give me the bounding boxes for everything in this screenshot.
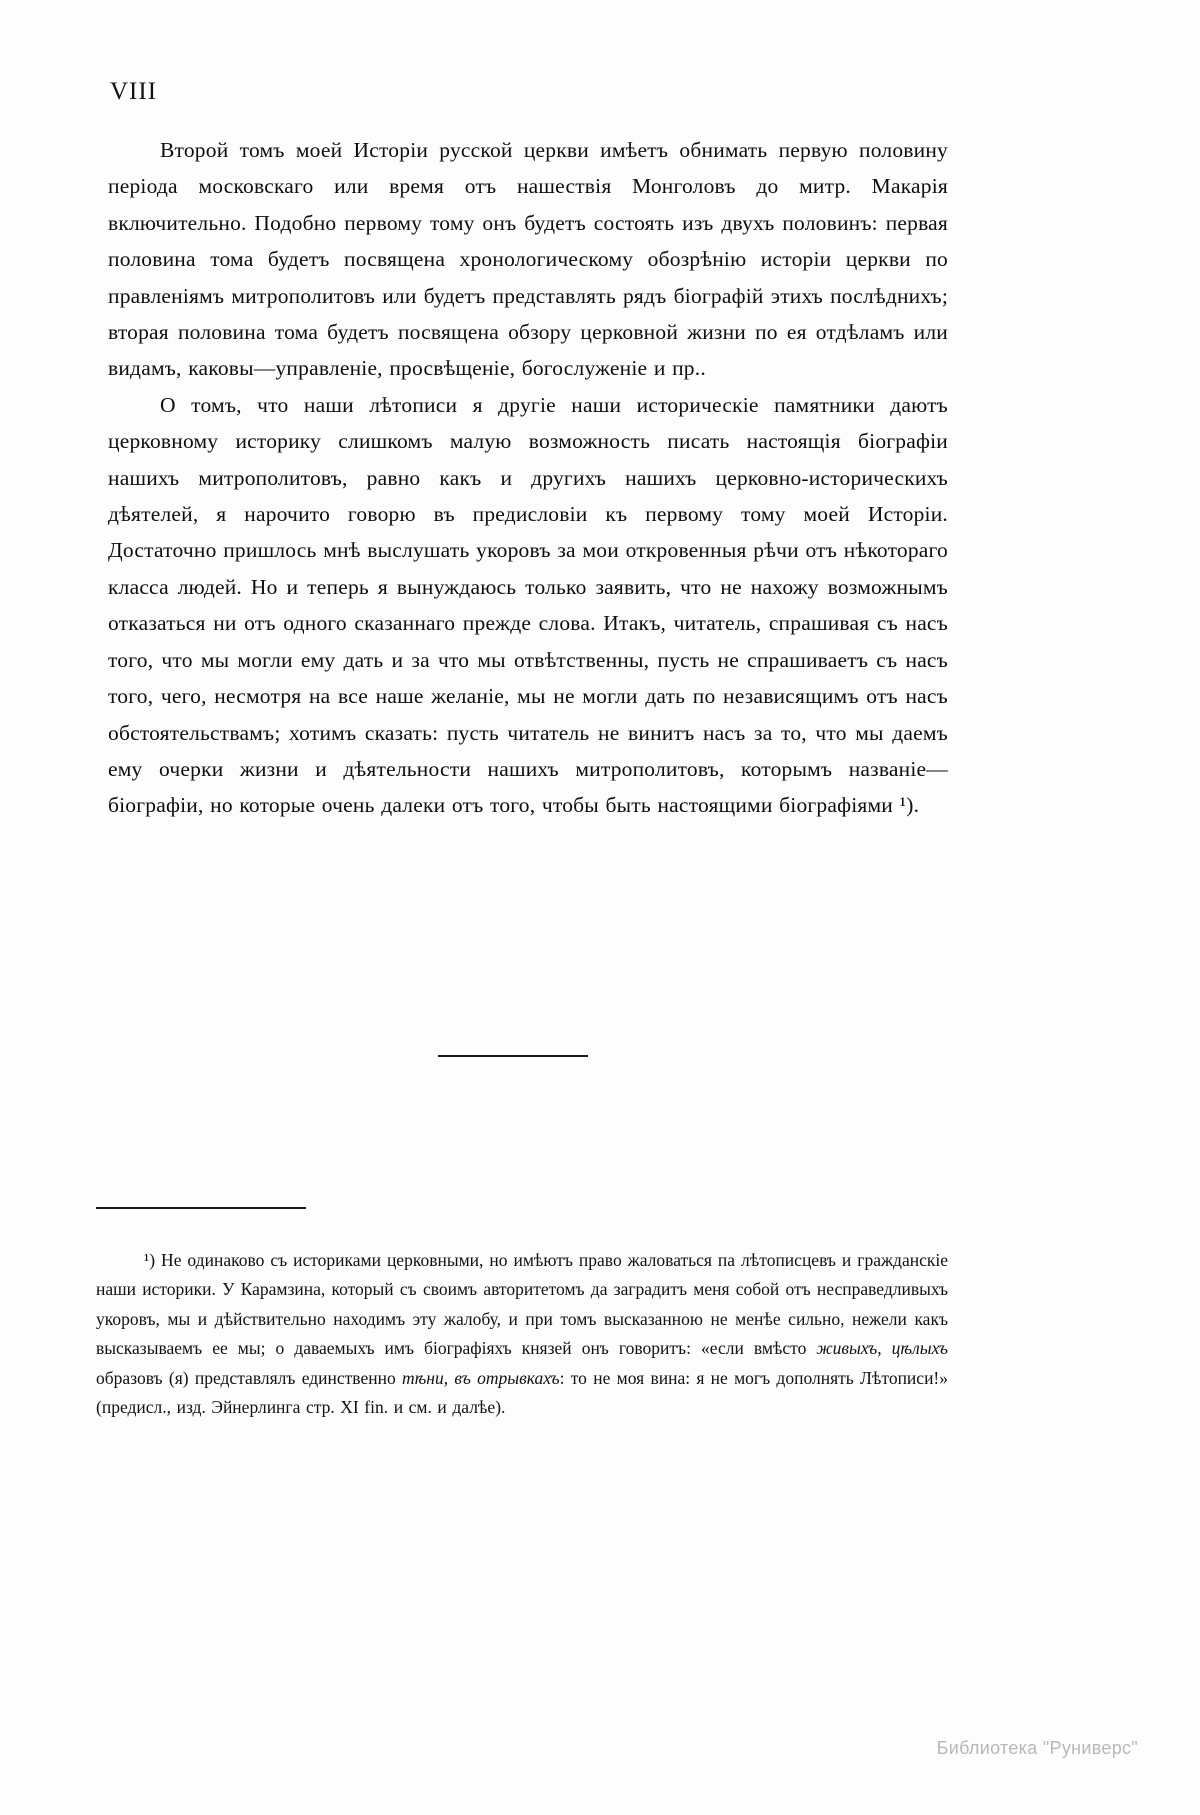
footnote-text xyxy=(96,1246,948,1423)
page-number: VIII xyxy=(110,78,158,105)
section-divider-rule xyxy=(438,1055,588,1057)
footnote-marker: ¹) xyxy=(144,1249,156,1270)
footnote-block xyxy=(96,1228,948,1440)
footnote-italic-2: тѣни, въ отрывкахъ xyxy=(401,1367,560,1388)
library-watermark: Библиотека "Руниверс" xyxy=(936,1738,1138,1758)
footnote-separator-rule xyxy=(96,1207,306,1209)
paragraph-2: О томъ, что наши лѣтописи я другіе наши историческіе памятники даютъ церковному историку слишкомъ малую возможность писать настоящія біографіи нашихъ митрополитовъ, равно какъ и другихъ нашихъ церковно-историческихъ дѣятелей, я нарочито говорю въ предисловіи къ первому тому моей Исторіи. Достаточно пришлось мнѣ выслушать укоровъ за мои откровенныя рѣчи отъ нѣкотораго класса людей. Но и теперь я вынуждаюсь только заявить, что не нахожу возможнымъ отказаться ни отъ одного сказаннаго прежде слова. Итакъ, читатель, спрашивая съ насъ того, что мы могли ему дать и за что мы отвѣтственны, пусть не спрашиваетъ съ насъ того, чего, несмотря на все наше желаніе, мы не могли дать по независящимъ отъ насъ обстоятельствамъ; хотимъ сказать: пусть читатель не винитъ насъ за то, что мы даемъ ему очерки жизни и дѣятельности нашихъ митрополитовъ, которымъ названіе—біографіи, но которые очень далеки отъ того, чтобы быть настоящими біографіями ¹). xyxy=(108,392,948,818)
footnote-text-part-2: образовъ (я) представлялъ единственно xyxy=(96,1367,402,1388)
body-text xyxy=(108,132,948,824)
footnote-text-part-1: Не одинаково съ историками церковными, но имѣютъ право жаловаться па лѣтописцевъ и гражданскіе наши историки. У Карамзина, который съ своимъ авторитетомъ да заградитъ меня собой отъ несправедливыхъ укоровъ, мы и дѣйствительно находимъ эту жалобу, и при томъ высказанною не менѣе сильно, нежели какъ высказываемъ ее мы; о даваемыхъ имъ біографіяхъ князей онъ говоритъ: «если вмѣсто xyxy=(96,1249,948,1358)
footnote-text-part-3: : то не моя вина: я не могъ дополнять Лѣтописи!» (предисл., изд. Эйнерлинга стр. XI fin. и см. и далѣе). xyxy=(96,1367,949,1417)
paragraph-1: Второй томъ моей Исторіи русской церкви имѣетъ обнимать первую половину періода московскаго или время отъ нашествія Монголовъ до митр. Макарія включительно. Подобно первому тому онъ будетъ состоять изъ двухъ половинъ: первая половина тома будетъ посвящена хронологическому обозрѣнію исторіи церкви по правленіямъ митрополитовъ или будетъ представлять рядъ біографій этихъ послѣднихъ; вторая половина тома будетъ посвящена обзору церковной жизни по ея отдѣламъ или видамъ, каковы—управленіе, просвѣщеніе, богослуженіе и пр.. xyxy=(108,138,948,381)
footnote-italic-1: живыхъ, цѣлыхъ xyxy=(816,1338,948,1358)
